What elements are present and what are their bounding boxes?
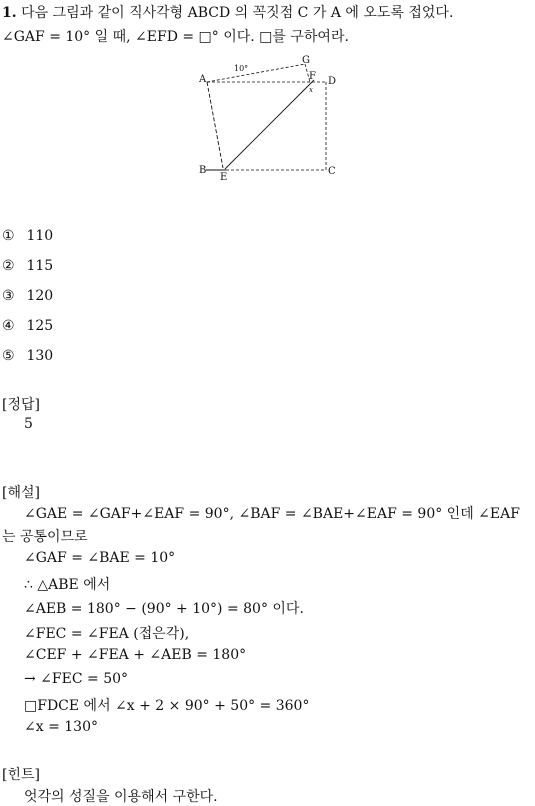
- label-x: x: [309, 86, 313, 94]
- question-text-1: 다음 그림과 같이 직사각형 ABCD 의 꼭짓점 C 가 A 에 오도록 접었다.: [21, 5, 454, 21]
- choice-3-mark: ③: [2, 288, 15, 304]
- choice-4-mark: ④: [2, 318, 15, 334]
- choice-2-mark: ②: [2, 258, 15, 274]
- explanation-line-4: ∴ △ABE 에서: [24, 577, 111, 593]
- edge-ab: [207, 82, 223, 168]
- choice-3[interactable]: [2, 288, 53, 304]
- rectangle-fold-figure: [190, 52, 350, 182]
- explanation-line-1: ∠GAE = ∠GAF+∠EAF = 90°, ∠BAF = ∠BAE+∠EAF = 90° 인데 ∠EAF: [24, 506, 520, 522]
- hint-heading: [힌트]: [2, 767, 40, 783]
- choice-1-mark: ①: [2, 228, 15, 244]
- label-b: B: [199, 165, 207, 176]
- choice-4[interactable]: [2, 318, 53, 334]
- choice-5[interactable]: [2, 348, 53, 364]
- choice-4-value: 125: [26, 318, 54, 334]
- hint-text: 엇각의 성질을 이용해서 구한다.: [24, 789, 218, 805]
- explanation-line-5: ∠AEB = 180° − (90° + 10°) = 80° 이다.: [24, 601, 304, 617]
- answer-heading: [정답]: [2, 397, 40, 413]
- question-line-1: [2, 2, 453, 22]
- label-f: F: [309, 71, 316, 82]
- explanation-line-6: ∠FEC = ∠FEA (접은각),: [24, 626, 190, 642]
- choice-3-value: 120: [26, 288, 54, 304]
- label-c: C: [328, 166, 336, 177]
- figure-svg: [190, 52, 350, 182]
- explanation-line-3: ∠GAF = ∠BAE = 10°: [24, 550, 176, 566]
- edge-ag: [207, 64, 305, 82]
- choice-1-value: 110: [26, 228, 54, 244]
- explanation-line-8: → ∠FEC = 50°: [24, 671, 129, 687]
- question-text-2: ∠GAF = 10° 일 때, ∠EFD = □° 이다. □를 구하여라.: [2, 29, 349, 45]
- label-angle-10: 10°: [234, 64, 249, 73]
- explanation-heading: [해설]: [2, 485, 40, 501]
- choice-5-value: 130: [26, 348, 54, 364]
- explanation-line-7: ∠CEF + ∠FEA + ∠AEB = 180°: [24, 647, 247, 663]
- choice-2[interactable]: [2, 258, 53, 274]
- explanation-line-9: □FDCE 에서 ∠x + 2 × 90° + 50° = 360°: [24, 698, 310, 714]
- explanation-line-10: ∠x = 130°: [24, 719, 98, 735]
- label-a: A: [199, 74, 207, 85]
- question-number: 1.: [2, 5, 17, 21]
- choice-1[interactable]: [2, 228, 53, 244]
- choice-2-value: 115: [26, 258, 54, 274]
- label-d: D: [328, 76, 337, 87]
- explanation-line-2: 는 공통이므로: [2, 529, 88, 545]
- label-g: G: [302, 55, 310, 66]
- label-e: E: [220, 172, 228, 182]
- choice-5-mark: ⑤: [2, 348, 15, 364]
- fold-line-ef: [225, 80, 314, 169]
- answer-value: 5: [24, 416, 33, 432]
